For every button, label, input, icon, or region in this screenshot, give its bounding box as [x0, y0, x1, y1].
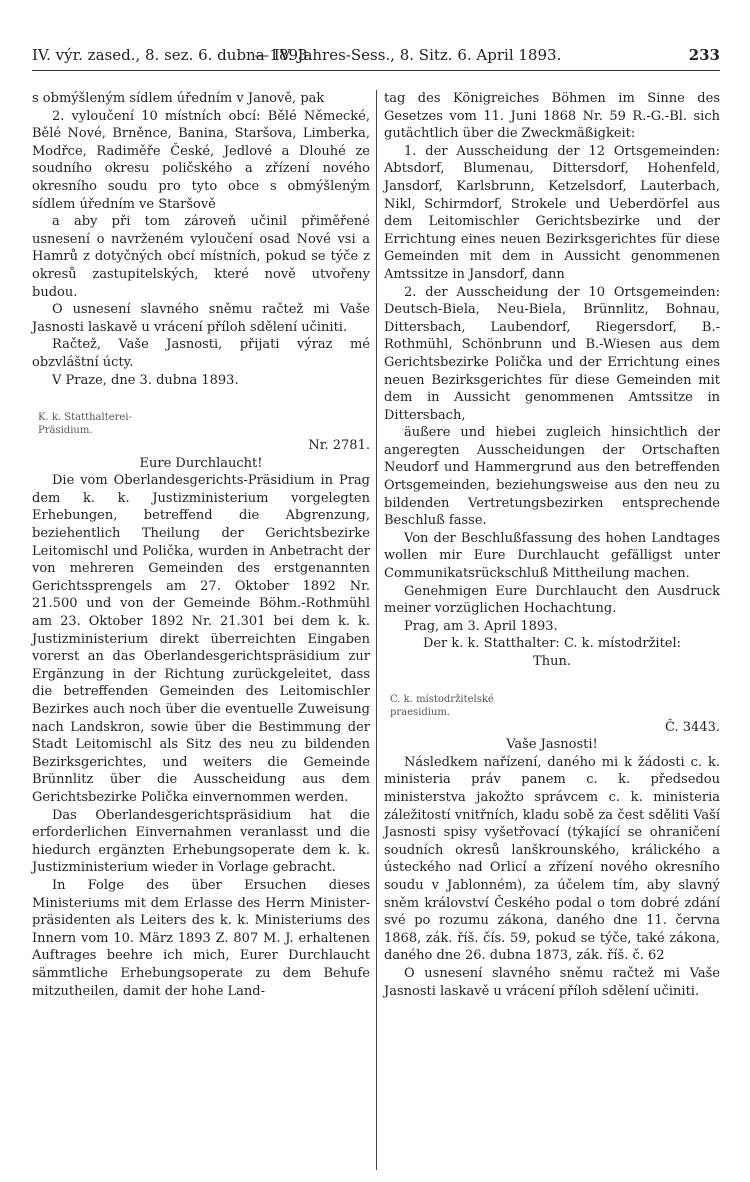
date-line: V Praze, dne 3. dubna 1893. — [52, 372, 239, 388]
signature-name: Thun. — [533, 654, 571, 669]
salutation: Vaše Jasnosti! — [506, 737, 598, 753]
right-column — [384, 90, 720, 1000]
office-stamp: K. k. Statthalterei- Präsidium. — [38, 412, 132, 437]
paragraph: Von der Beschlußfassung des hohen Landtages wollen mir Eure Durchlaucht gefälligst unter Communikatsrückschluß Mittheilung machen. — [384, 530, 720, 582]
salutation: Eure Durchlaucht! — [139, 455, 263, 471]
paragraph: tag des Königreiches Böhmen im Sinne des Gesetzes vom 11. Juni 1868 Nr. 59 R.-G.-Bl. sich gutächtlich über die Zweckmäßigkeit: — [384, 91, 720, 142]
paragraph: O usnesení slavného sněmu račtež mi Vaše Jasnosti laskavě u vrácení příloh sdělení učiniti. — [384, 965, 720, 999]
paragraph: Die vom Oberlandesgerichts-Präsidium in Prag dem k. k. Justizministerium vorgelegten Erhebungen, betreffend die Abgrenzung, beziehentlich Theilung der Gerichtsbezirke Leitomischl und Polička, wurden in Anbetracht der von mehreren Gemeinden des erstgenannten Gerichtssprengels am 27. Oktober 1892 Nr. 21.500 und von der Gemeinde Böhm.-Rothmühl am 23. Oktober 1892 Nr. 21.301 bei dem k. k. Justizministerium direkt überreichten Eingaben vorerst an das Oberlandesgerichtspräsidium zur Ergänzung in der Richtung zurückgeleitet, dass die betreffenden Gemeinden des Leitomischler Bezirkes auch noch über die eventuelle Zuweisung nach Landskron, sowie über die Bestimmung der Stadt Leitomischl als Sitz des neu zu bildenden Bezirksgerichtes, und weiters die Gemeinde Brünnlitz über die Ausscheidung aus dem Gerichtsbezirke Polička einvernommen werden. — [32, 473, 370, 805]
paragraph: s obmýšleným sídlem úředním v Janově, pak — [32, 91, 325, 106]
paragraph: 2. der Ausscheidung der 10 Ortsgemeinden: Deutsch-Biela, Neu-Biela, Brünnlitz, Bohnau, Dittersbach, Laubendorf, Riegersdorf, B.-Rothmühl, Schönbrunn und B.-Wiesen aus dem Gerichtsbezirke Polička und der Errichtung eines neuen Bezirksgerichtes für diese Gemeinden mit dem in Aussicht genommenen Amtssitze in Dittersbach, — [384, 284, 720, 423]
paragraph: 2. vyloučení 10 místních obcí: Bělé Německé, Bělé Nové, Brněnce, Banina, Staršova, Limberka, Modřce, Radiměře České, Jedlové a Dlouhé ze soudního okresu poličského a zřízení nového okresního soudu pro tyto obce s obmýšleným sídlem úředním ve Staršově — [32, 108, 370, 212]
paragraph: Genehmigen Eure Durchlaucht den Ausdruck meiner vorzüglichen Hochachtung. — [384, 583, 720, 617]
paragraph: O usnesení slavného sněmu račtež mi Vaše Jasnosti laskavě u vrácení příloh sdělení učiniti. — [32, 302, 370, 335]
reference-number: Č. 3443. — [665, 719, 720, 735]
paragraph: Následkem nařízení, daného mi k žádosti c. k. ministeria práv panem c. k. předsedou ministerstva jakožto správcem c. k. ministeria záležitostí vnitřních, kladu sobě za čest sděliti Vaší Jasnosti spisy vyšetřovací (týkající se ohraničení soudních okresů lanškrounského, králického a ústeckého nad Orlicí a zřízení nového okresního soudu v Jablonném), za účelem tím, aby slavný sněm království Českého podal o tom dobré zdání své po rozumu zákona, daného dne 11. června 1868, zák. říš. čís. 59, pokud se týče, také zákona, daného dne 26. dubna 1873, zák. říš. č. 62 — [384, 754, 720, 964]
left-column — [32, 90, 370, 1000]
paragraph: äußere und hiebei zugleich hinsichtlich der angeregten Ausscheidungen der Ortschaften Neudorf und Hammergrund aus den betreffenden Ortsgemeinden, beziehungsweise aus den neu zu bildenden Vertretungsbezirken entsprechende Beschluß fasse. — [384, 425, 720, 529]
header-czech: IV. výr. zased., 8. sez. 6. dubna 1893. — [32, 46, 313, 64]
page-number: 233 — [688, 46, 720, 64]
signature-line: Der k. k. Statthalter: C. k. místodržitel: — [422, 636, 682, 652]
reference-number: Nr. 2781. — [308, 438, 370, 454]
paragraph: 1. der Ausscheidung der 12 Ortsgemeinden: Abtsdorf, Blumenau, Dittersdorf, Hohenfeld, Jansdorf, Karlsbrunn, Ketzelsdorf, Lauterbach, Nikl, Schirmdorf, Strokele und Ueberdörfel aus dem Leitomischler Gerichtsbezirke und der Errichtung eines neuen Bezirksgerichtes für diese Gemeinden mit dem in Aussicht genommenen Amtssitze in Jansdorf, dann — [384, 143, 720, 282]
paragraph: In Folge des über Ersuchen dieses Ministeriums mit dem Erlasse des Herrn Minister-präsidenten als Leiters des k. k. Ministeriums des Innern vom 10. März 1893 Z. 807 M. J. erhaltenen Auftrages beehre ich mich, Eurer Durchlaucht sämmtliche Erhebungsoperate zu dem Behufe mitzutheilen, damit der hohe Land- — [32, 877, 370, 999]
paragraph: a aby při tom zároveň učinil přiměřené usnesení o navrženém vyloučení osad Nové vsi a Hamrů z dotyčných obcí místních, pokud se týče z okresů zastupitelských, které nově utvořeny budou. — [32, 214, 370, 300]
date-line: Prag, am 3. April 1893. — [404, 618, 558, 634]
paragraph: Račtež, Vaše Jasnosti, přijati výraz mé obzvláštní úcty. — [32, 337, 370, 370]
column-divider — [376, 90, 377, 1170]
header-german: — IV. Jahres-Sess., 8. Sitz. 6. April 1893. — [254, 46, 562, 64]
paragraph: Das Oberlandesgerichtspräsidium hat die erforderlichen Einvernahmen veranlasst und die hiedurch ergänzten Erhebungsoperate dem k. k. Justizministerium wieder in Vorlage gebracht. — [32, 807, 370, 876]
page-header — [32, 44, 720, 71]
office-stamp: C. k. místodržitelské praesidium. — [390, 693, 494, 718]
